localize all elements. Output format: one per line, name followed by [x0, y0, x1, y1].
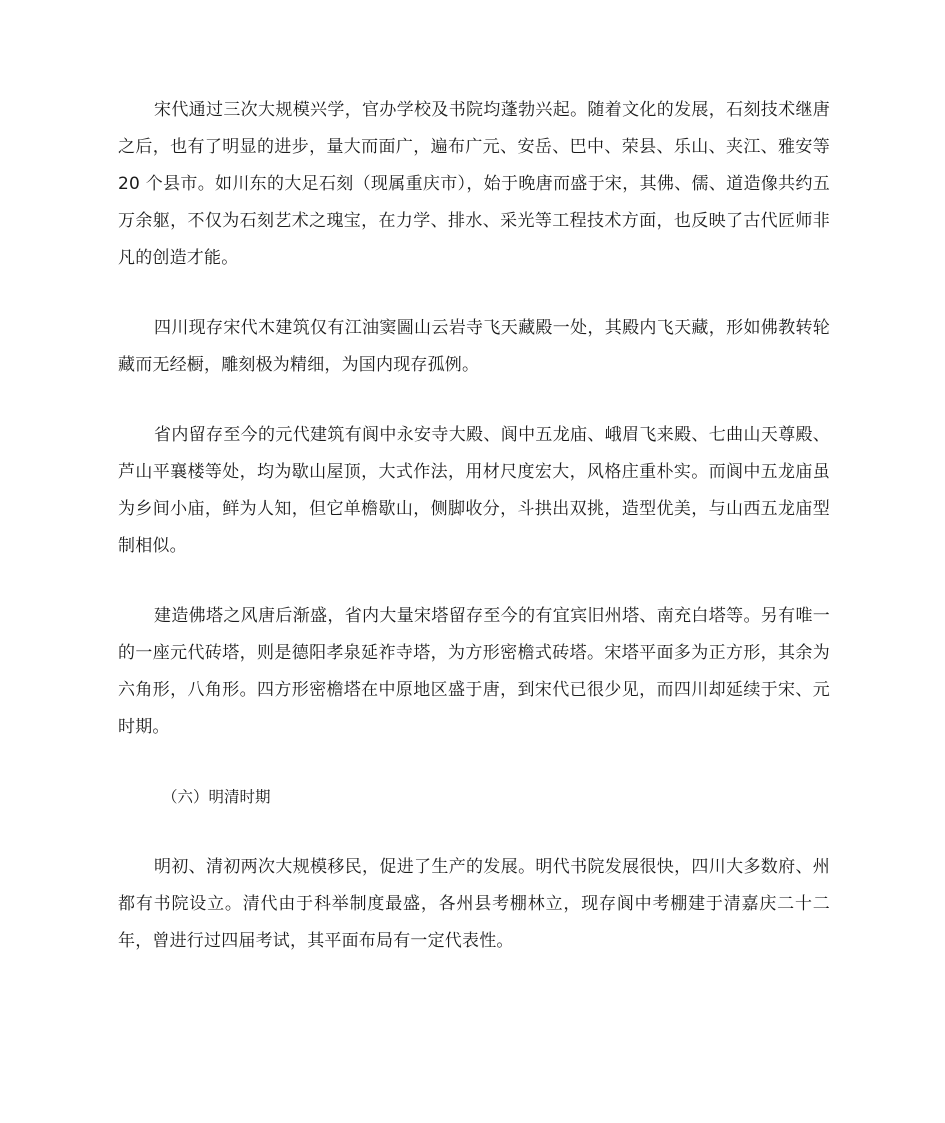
- paragraph-pagodas: 建造佛塔之风唐后渐盛，省内大量宋塔留存至今的有宜宾旧州塔、南充白塔等。另有唯一的一座元代砖塔，则是德阳孝泉延祚寺塔，为方形密檐式砖塔。宋塔平面多为正方形，其余为六角形，八角形。四方形密檐塔在中原地区盛于唐，到宋代已很少见，而四川却延续于宋、元时期。: [118, 606, 830, 737]
- paragraph-ming-qing: 明初、清初两次大规模移民，促进了生产的发展。明代书院发展很快，四川大多数府、州都有书院设立。清代由于科举制度最盛，各州县考棚林立，现存阆中考棚建于清嘉庆二十二年，曾进行过四届考试，其平面布局有一定代表性。: [118, 857, 830, 951]
- paragraph-song-wood-architecture: 四川现存宋代木建筑仅有江油窦圌山云岩寺飞天藏殿一处，其殿内飞天藏，形如佛教转轮藏而无经橱，雕刻极为精细，为国内现存孤例。: [118, 318, 830, 375]
- paragraph-spacer: [118, 816, 830, 849]
- paragraph-song-education: 宋代通过三次大规模兴学，官办学校及书院均蓬勃兴起。随着文化的发展，石刻技术继唐之后，也有了明显的进步，量大而面广，遍布广元、安岳、巴中、荣县、乐山、夹江、雅安等 20 个县市。如川东的大足石刻（现属重庆市），始于晚唐而盛于宋，其佛、儒、道造像共约五万余躯，不仅为石刻艺术之瑰宝，在力学、排水、采光等工程技术方面，也反映了古代匠师非凡的创造才能。: [118, 100, 830, 268]
- section-heading: （六）明清时期: [162, 788, 271, 806]
- paragraph-spacer: [118, 384, 830, 417]
- paragraph-spacer: [118, 746, 830, 779]
- document-page: [118, 92, 830, 960]
- paragraph-spacer: [118, 565, 830, 598]
- paragraph-yuan-architecture: 省内留存至今的元代建筑有阆中永安寺大殿、阆中五龙庙、峨眉飞来殿、七曲山天尊殿、芦山平襄楼等处，均为歇山屋顶，大式作法，用材尺度宏大，风格庄重朴实。而阆中五龙庙虽为乡间小庙，鲜为人知，但它单檐歇山，侧脚收分，斗拱出双挑，造型优美，与山西五龙庙型制相似。: [118, 425, 830, 556]
- paragraph-spacer: [118, 277, 830, 310]
